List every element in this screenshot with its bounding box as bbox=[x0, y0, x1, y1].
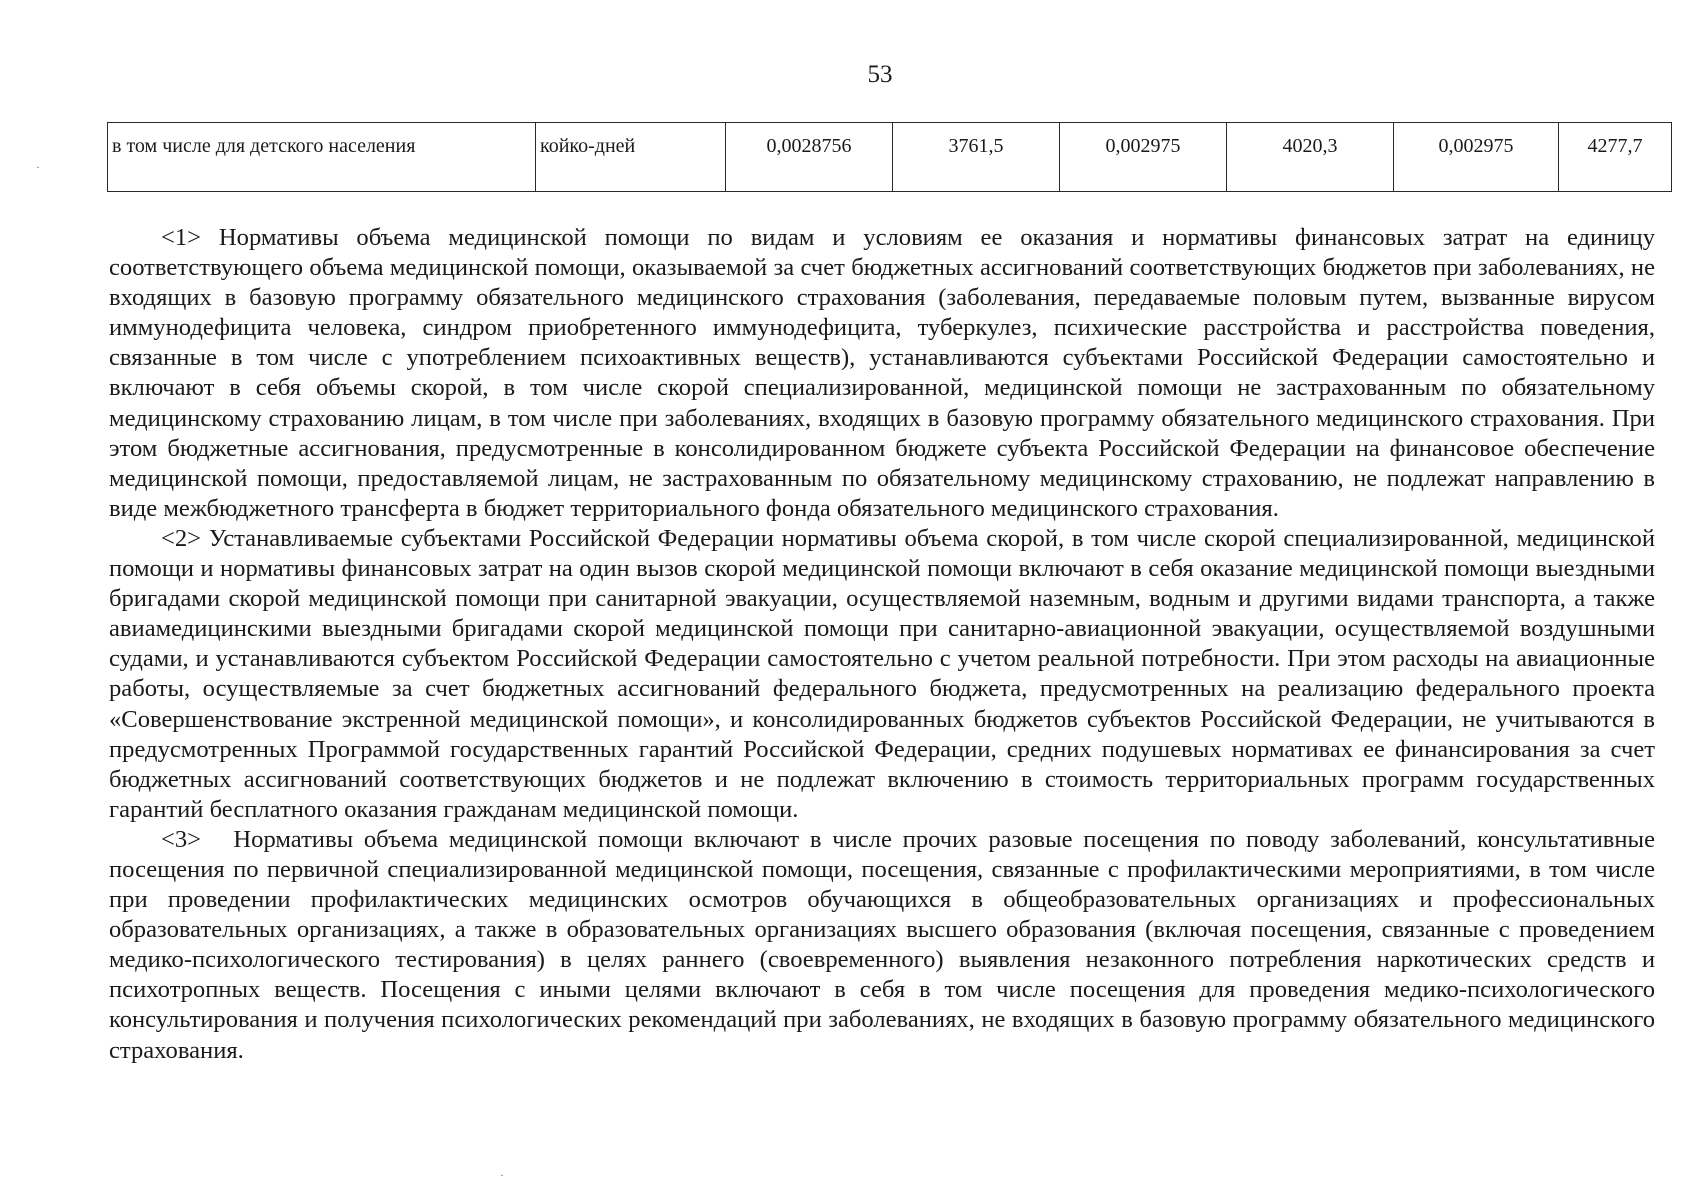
value-cell-2: 3761,5 bbox=[893, 123, 1060, 192]
scan-speck: · bbox=[36, 160, 40, 174]
footnote-marker: <1> bbox=[161, 224, 202, 251]
footnote-text: Нормативы объема медицинской помощи включают в числе прочих разовые посещения по поводу заболеваний, консультативные посещения по первичной специализированной медицинской помощи, посещения, связанные с профилактическими мероприятиями, в том числе при проведении профилактических медицинских осмотров обучающихся в общеобразовательных организациях и профессиональных образовательных организациях, а также в образовательных организациях высшего образования (включая посещения, связанные с проведением медико-психологического тестирования) в целях раннего (своевременного) выявления незаконного потребления наркотических средств и психотропных веществ. Посещения с иными целями включают в себя в том числе посещения для проведения медико-психологического консультирования и получения психологических рекомендаций при заболеваниях, не входящих в базовую программу обязательного медицинского страхования. bbox=[109, 825, 1655, 1064]
footnote-text: Нормативы объема медицинской помощи по видам и условиям ее оказания и нормативы финансовых затрат на единицу соответствующего объема медицинской помощи, оказываемой за счет бюджетных ассигнований соответствующих бюджетов при заболеваниях, не входящих в базовую программу обязательного медицинского страхования (заболевания, передаваемые половым путем, вызванные вирусом иммунодефицита человека, синдром приобретенного иммунодефицита, туберкулез, психические расстройства и расстройства поведения, связанные в том числе с употреблением психоактивных веществ), устанавливаются субъектами Российской Федерации самостоятельно и включают в себя объемы скорой, в том числе скорой специализированной, медицинской помощи не застрахованным по обязательному медицинскому страхованию лицам, в том числе при заболеваниях, входящих в базовую программу обязательного медицинского страхования. При этом бюджетные ассигнования, предусмотренные в консолидированном бюджете субъекта Российской Федерации на финансовое обеспечение медицинской помощи, предоставляемой лицам, не застрахованным по обязательному медицинскому страхованию, не подлежат направлению в виде межбюджетного трансферта в бюджет территориального фонда обязательного медицинского страхования. bbox=[109, 224, 1655, 522]
footnote-3 bbox=[109, 825, 1655, 1066]
footnote-2 bbox=[109, 524, 1655, 825]
page-number: 53 bbox=[867, 61, 893, 88]
value-cell-3: 0,002975 bbox=[1060, 123, 1227, 192]
value-cell-1: 0,0028756 bbox=[726, 123, 893, 192]
scan-speck: · bbox=[500, 1168, 504, 1182]
table-row bbox=[108, 123, 1672, 192]
footnote-marker: <2> bbox=[161, 524, 202, 552]
row-label-cell: в том числе для детского населения bbox=[108, 123, 536, 192]
value-cell-6: 4277,7 bbox=[1559, 123, 1672, 192]
footnote-1 bbox=[109, 223, 1655, 524]
footnotes bbox=[109, 223, 1655, 1066]
value-cell-4: 4020,3 bbox=[1227, 123, 1394, 192]
footnote-marker: <3> bbox=[161, 825, 202, 853]
footnote-text: Устанавливаемые субъектами Российской Федерации нормативы объема скорой, в том числе скорой специализированной, медицинской помощи и нормативы финансовых затрат на один вызов скорой медицинской помощи включают в себя оказание медицинской помощи выездными бригадами скорой медицинской помощи при санитарной эвакуации, осуществляемой наземным, водным и другими видами транспорта, а также авиамедицинскими выездными бригадами скорой медицинской помощи при санитарно-авиационной эвакуации, осуществляемой воздушными судами, и устанавливаются субъектом Российской Федерации самостоятельно с учетом реальной потребности. При этом расходы на авиационные работы, осуществляемые за счет бюджетных ассигнований федерального бюджета, предусмотренных на реализацию федерального проекта «Совершенствование экстренной медицинской помощи», и консолидированных бюджетов субъектов Российской Федерации, не учитываются в предусмотренных Программой государственных гарантий Российской Федерации, средних подушевых нормативах ее финансирования за счет бюджетных ассигнований соответствующих бюджетов и не подлежат включению в стоимость территориальных программ государственных гарантий бесплатного оказания гражданам медицинской помощи. bbox=[109, 524, 1655, 823]
data-table bbox=[107, 122, 1672, 192]
unit-cell: койко-дней bbox=[536, 123, 726, 192]
value-cell-5: 0,002975 bbox=[1394, 123, 1559, 192]
